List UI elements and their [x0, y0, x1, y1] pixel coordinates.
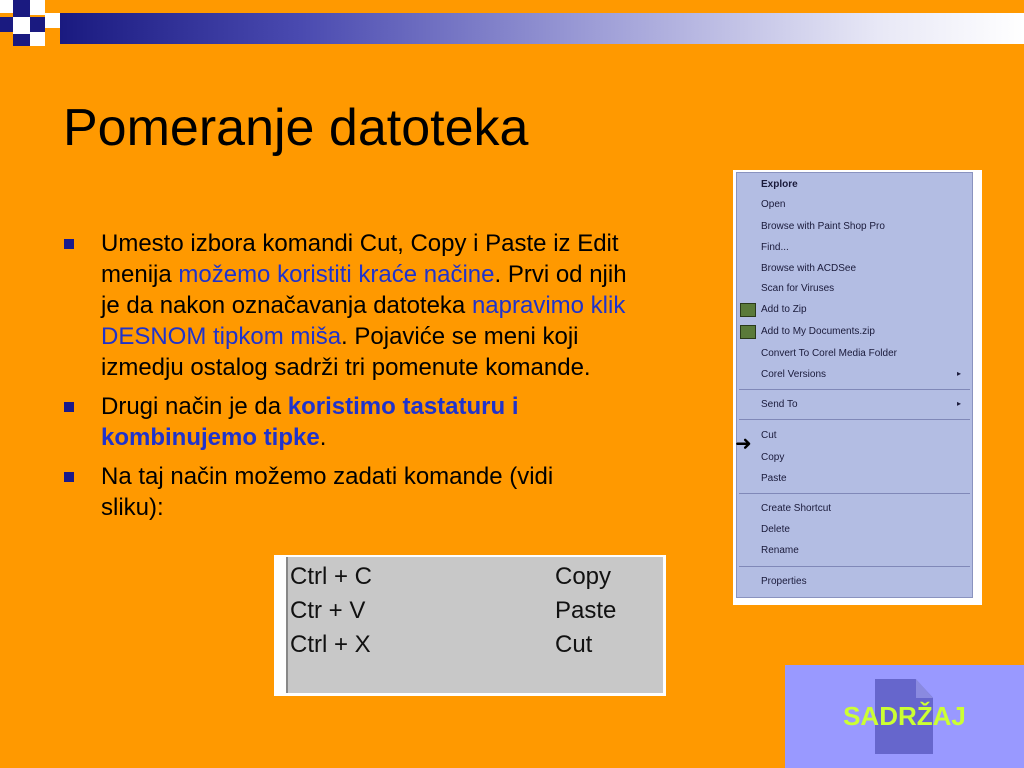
submenu-arrow-icon: ▸: [957, 399, 962, 408]
bullet-item: [64, 461, 636, 523]
deco-square: [13, 17, 30, 34]
bullet-list: [64, 228, 636, 531]
shortcut-keys: Ctrl + C: [290, 563, 373, 590]
menu-separator: [739, 493, 970, 494]
shortcut-keys: Ctr + V: [290, 597, 366, 624]
bullet-text: Drugi način je da: [101, 393, 288, 420]
highlighted-text: koristimo tastaturu i kombinujemo tipke: [101, 393, 519, 451]
top-decoration: [0, 0, 1024, 46]
menu-item-find: Find...: [761, 242, 789, 253]
square-bullet-icon: [64, 239, 74, 249]
context-menu: [736, 172, 973, 598]
deco-square: [0, 17, 13, 32]
menu-item-add-to-zip: Add to Zip: [761, 304, 807, 315]
nav-button-label: SADRŽAJ: [843, 701, 966, 731]
top-gradient-bar: [60, 13, 1024, 44]
menu-item-paste: Paste: [761, 473, 787, 484]
slide-title: Pomeranje datoteka: [63, 99, 529, 157]
shortcut-command: Paste: [555, 597, 617, 624]
bullet-text: .: [319, 424, 327, 451]
bullet-text: Na taj način možemo zadati komande (vidi sliku):: [101, 463, 554, 521]
table-of-contents-button[interactable]: [785, 665, 1024, 768]
deco-square: [13, 34, 30, 46]
menu-item-open: Open: [761, 199, 786, 210]
pointer-arrow-icon: ➜: [735, 433, 752, 455]
document-fold: [916, 679, 933, 698]
square-bullet-icon: [64, 402, 74, 412]
context-menu-screenshot: [733, 170, 982, 605]
menu-item-rename: Rename: [761, 545, 799, 556]
menu-item-acdsee: Browse with ACDSee: [761, 263, 857, 274]
menu-separator: [739, 419, 970, 420]
menu-item-cut: Cut: [761, 430, 777, 441]
bullet-item: [64, 391, 636, 453]
zip-icon: [740, 303, 756, 317]
menu-item-copy: Copy: [761, 452, 785, 463]
menu-item-explore: Explore: [761, 179, 798, 190]
deco-square: [30, 0, 45, 15]
deco-square: [30, 32, 45, 46]
deco-square: [13, 0, 30, 17]
menu-item-create-shortcut: Create Shortcut: [761, 503, 832, 514]
shortcut-command: Copy: [555, 563, 612, 590]
deco-square: [0, 0, 13, 13]
shortcuts-image: [274, 555, 666, 696]
highlighted-text: napravimo klik DESNOM tipkom miša: [101, 292, 626, 350]
menu-item-convert-corel: Convert To Corel Media Folder: [761, 348, 897, 359]
submenu-arrow-icon: ▸: [957, 369, 962, 378]
shortcut-keys: Ctrl + X: [290, 631, 371, 658]
deco-square: [30, 17, 45, 32]
deco-square: [45, 13, 60, 28]
bullet-text: . Pojaviće se meni koji izmedju ostalog sadrži tri pomenute komande.: [101, 323, 591, 381]
menu-item-send-to: Send To: [761, 399, 798, 410]
menu-separator: [739, 389, 970, 390]
menu-item-paint-shop-pro: Browse with Paint Shop Pro: [761, 221, 885, 232]
menu-separator: [739, 566, 970, 567]
bullet-text: Umesto izbora komandi Cut, Copy i Paste iz Edit menija: [101, 230, 619, 288]
bullet-text: . Prvi od njih je da nakon označavanja datoteka: [101, 261, 627, 319]
menu-item-add-to-my-documents-zip: Add to My Documents.zip: [761, 326, 875, 337]
zip-icon: [740, 325, 756, 339]
square-bullet-icon: [64, 472, 74, 482]
menu-item-properties: Properties: [761, 576, 807, 587]
menu-item-delete: Delete: [761, 524, 790, 535]
shortcuts-table: [286, 557, 663, 693]
menu-item-corel-versions: Corel Versions: [761, 369, 827, 380]
bullet-item: [64, 228, 636, 383]
shortcut-command: Cut: [555, 631, 593, 658]
highlighted-text: možemo koristiti kraće načine: [178, 261, 495, 288]
menu-item-scan-viruses: Scan for Viruses: [761, 283, 835, 294]
